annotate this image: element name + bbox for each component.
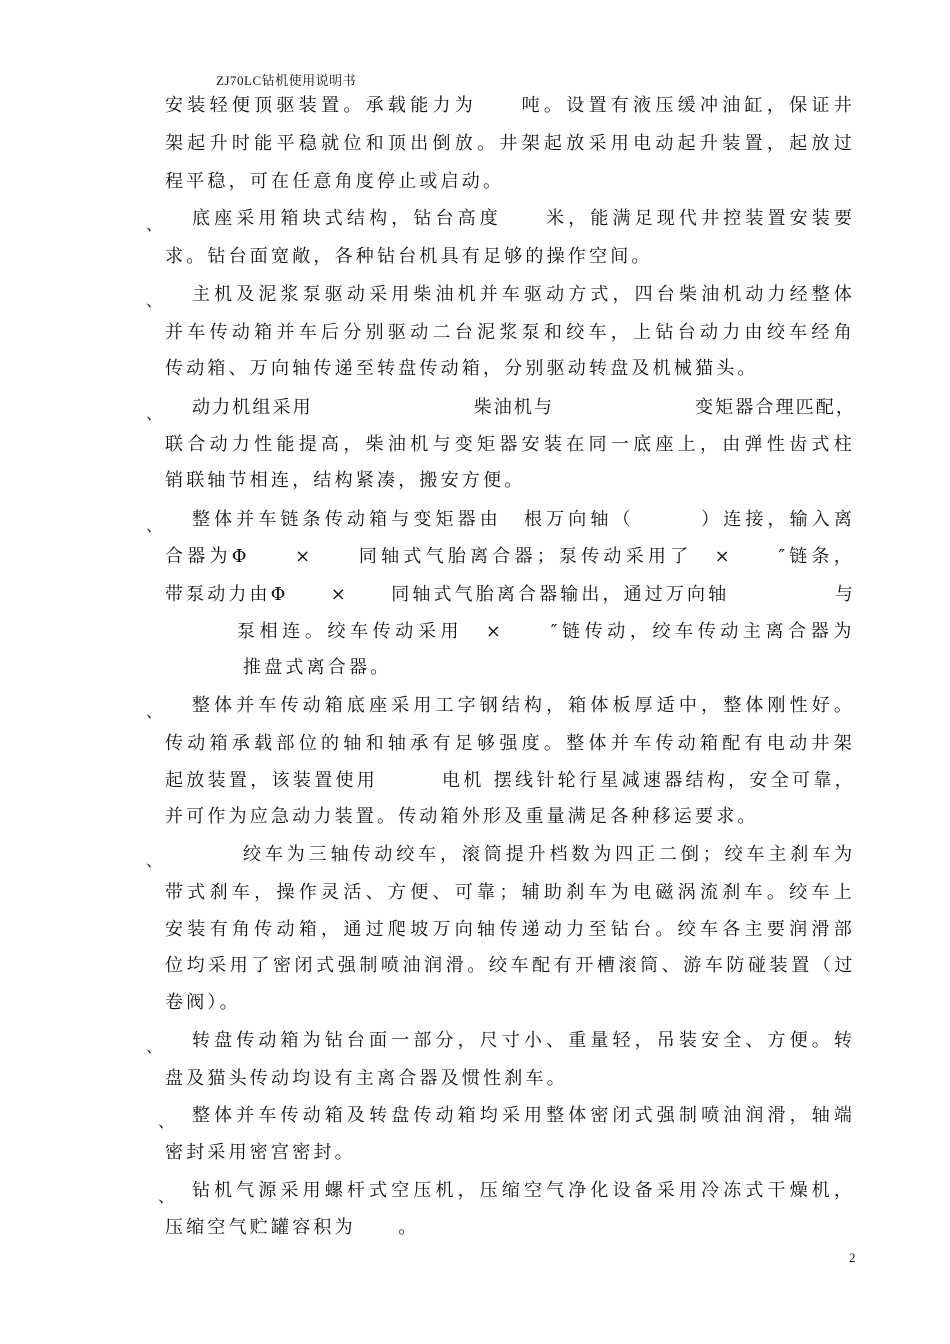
text-line: 整体并车传动箱底座采用工字钢结构，箱体板厚适中，整体刚性好。 — [192, 695, 856, 716]
list-marker: 、 — [146, 851, 163, 870]
text-line: 整体并车链条传动箱与变矩器由 根万向轴（ ）连接，输入离 — [192, 509, 856, 530]
text-line: 主机及泥浆泵驱动采用柴油机并车驱动方式，四台柴油机动力经整体 — [192, 284, 856, 305]
text-line: 密封采用密宫密封。 — [165, 1142, 356, 1163]
text-line: 求。钻台面宽敞，各种钻台机具有足够的操作空间。 — [165, 246, 653, 267]
text-line: 安装有角传动箱，通过爬坡万向轴传递动力至钻台。绞车各主要润滑部 — [165, 919, 856, 940]
list-marker: 、 — [146, 215, 163, 234]
text-line: 整体并车传动箱及转盘传动箱均采用整体密闭式强制喷油润滑，轴端 — [192, 1105, 856, 1126]
text-line: 泵相连。绞车传动采用 × ″链传动，绞车传动主离合器为 — [237, 621, 856, 642]
text-line: 卷阀）。 — [165, 992, 241, 1013]
text-line: 推盘式离合器。 — [243, 657, 392, 678]
text-line: 底座采用箱块式结构，钻台高度 米，能满足现代井控装置安装要 — [192, 208, 856, 229]
list-marker: 、 — [146, 702, 163, 721]
text-line: 程平稳，可在任意角度停止或启动。 — [165, 171, 505, 192]
list-marker: 、 — [146, 1037, 163, 1056]
list-marker: 、 — [158, 1187, 175, 1206]
list-marker: 、 — [146, 404, 163, 423]
text-line: 架起升时能平稳就位和顶出倒放。井架起放采用电动起升装置，起放过 — [165, 133, 856, 154]
text-line: 位均采用了密闭式强制喷油润滑。绞车配有开槽滚筒、游车防碰装置（过 — [165, 955, 856, 976]
text-line: 压缩空气贮罐容积为 。 — [165, 1217, 420, 1238]
list-marker: 、 — [146, 291, 163, 310]
list-marker: 、 — [158, 1112, 175, 1131]
text-line: 并车传动箱并车后分别驱动二台泥浆泵和绞车，上钻台动力由绞车经角 — [165, 322, 856, 343]
text-line: 转盘传动箱为钻台面一部分，尺寸小、重量轻，吊装安全、方便。转 — [192, 1030, 856, 1051]
text-line: 起放装置，该装置使用 电机 摆线针轮行星减速器结构，安全可靠， — [165, 770, 856, 791]
text-line: 带式刹车，操作灵活、方便、可靠；辅助刹车为电磁涡流刹车。绞车上 — [165, 882, 856, 903]
text-line: 并可作为应急动力装置。传动箱外形及重量满足各种移运要求。 — [165, 806, 759, 827]
text-line: 动力机组采用 柴油机与 变矩器合理匹配， — [192, 397, 856, 418]
text-line: 传动箱承载部位的轴和轴承有足够强度。整体并车传动箱配有电动井架 — [165, 733, 856, 754]
text-line: 安装轻便顶驱装置。承载能力为 吨。设置有液压缓冲油缸，保证井 — [165, 95, 856, 116]
text-line: 联合动力性能提高，柴油机与变矩器安装在同一底座上，由弹性齿式柱 — [165, 434, 856, 455]
text-line: 钻机气源采用螺杆式空压机，压缩空气净化设备采用冷冻式干燥机， — [192, 1180, 856, 1201]
text-line: 盘及猫头传动均设有主离合器及惯性刹车。 — [165, 1068, 568, 1089]
document-header: ZJ70LC钻机使用说明书 — [216, 73, 357, 88]
text-line: 传动箱、万向轴传递至转盘传动箱，分别驱动转盘及机械猫头。 — [165, 358, 759, 379]
text-line: 合器为Φ × 同轴式气胎离合器；泵传动采用了 × ″链条， — [165, 546, 856, 567]
text-line: 带泵动力由Φ × 同轴式气胎离合器输出，通过万向轴 与 — [165, 584, 856, 605]
text-line: 绞车为三轴传动绞车，滚筒提升档数为四正二倒；绞车主刹车为 — [243, 844, 856, 865]
text-line: 销联轴节相连，结构紧凑，搬安方便。 — [165, 470, 526, 491]
list-marker: 、 — [146, 516, 163, 535]
page-number: 2 — [849, 1250, 856, 1265]
